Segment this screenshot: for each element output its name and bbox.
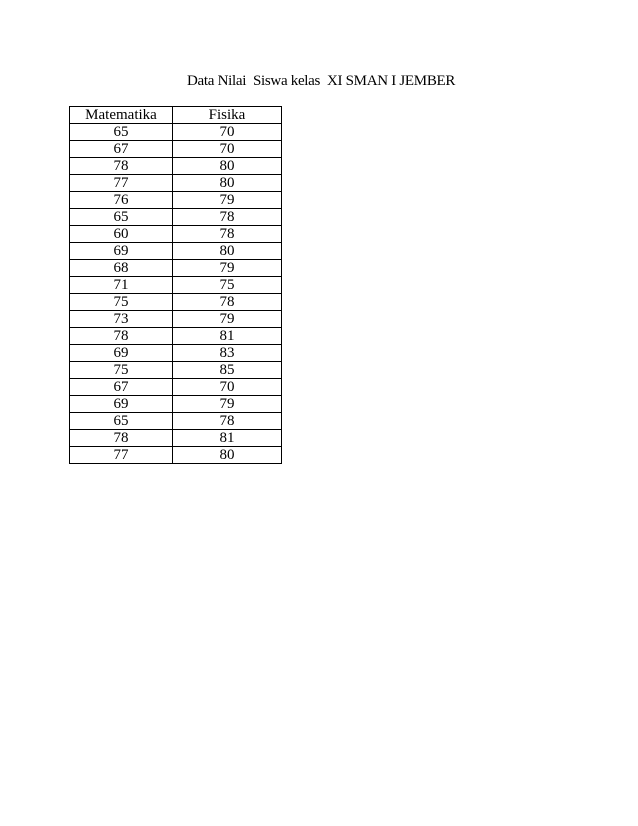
cell-fisika: 80 [173,243,282,260]
cell-matematika: 69 [70,345,173,362]
table-row [70,328,282,345]
cell-fisika: 75 [173,277,282,294]
cell-matematika: 75 [70,294,173,311]
table-row [70,379,282,396]
table-row [70,311,282,328]
cell-matematika: 69 [70,243,173,260]
table-row [70,396,282,413]
column-header-fisika: Fisika [173,107,282,124]
table-body [70,124,282,464]
table-row [70,141,282,158]
table-row [70,192,282,209]
cell-fisika: 79 [173,260,282,277]
cell-matematika: 76 [70,192,173,209]
cell-fisika: 78 [173,413,282,430]
cell-fisika: 79 [173,192,282,209]
cell-matematika: 67 [70,141,173,158]
table-row [70,260,282,277]
cell-matematika: 67 [70,379,173,396]
cell-fisika: 85 [173,362,282,379]
table-row [70,243,282,260]
cell-fisika: 81 [173,328,282,345]
cell-fisika: 83 [173,345,282,362]
cell-fisika: 79 [173,396,282,413]
table-row [70,413,282,430]
cell-matematika: 69 [70,396,173,413]
cell-matematika: 60 [70,226,173,243]
cell-fisika: 78 [173,226,282,243]
cell-matematika: 65 [70,209,173,226]
table-row [70,277,282,294]
cell-matematika: 65 [70,124,173,141]
cell-fisika: 78 [173,294,282,311]
table-row [70,175,282,192]
cell-matematika: 71 [70,277,173,294]
cell-fisika: 70 [173,379,282,396]
column-header-matematika: Matematika [70,107,173,124]
document-title: Data Nilai Siswa kelas XI SMAN I JEMBER [187,73,456,89]
table-row [70,226,282,243]
cell-fisika: 79 [173,311,282,328]
table-row [70,345,282,362]
cell-fisika: 80 [173,447,282,464]
cell-fisika: 80 [173,175,282,192]
cell-fisika: 81 [173,430,282,447]
cell-fisika: 70 [173,141,282,158]
cell-matematika: 78 [70,158,173,175]
cell-matematika: 68 [70,260,173,277]
table-row [70,294,282,311]
cell-fisika: 80 [173,158,282,175]
table-row [70,209,282,226]
cell-matematika: 77 [70,447,173,464]
table-row [70,362,282,379]
cell-matematika: 77 [70,175,173,192]
table-header-row [70,107,282,124]
cell-matematika: 73 [70,311,173,328]
grades-table [69,106,282,464]
cell-fisika: 78 [173,209,282,226]
table-row [70,124,282,141]
cell-matematika: 65 [70,413,173,430]
table-row [70,430,282,447]
cell-fisika: 70 [173,124,282,141]
table-row [70,158,282,175]
cell-matematika: 78 [70,328,173,345]
cell-matematika: 75 [70,362,173,379]
cell-matematika: 78 [70,430,173,447]
table-row [70,447,282,464]
